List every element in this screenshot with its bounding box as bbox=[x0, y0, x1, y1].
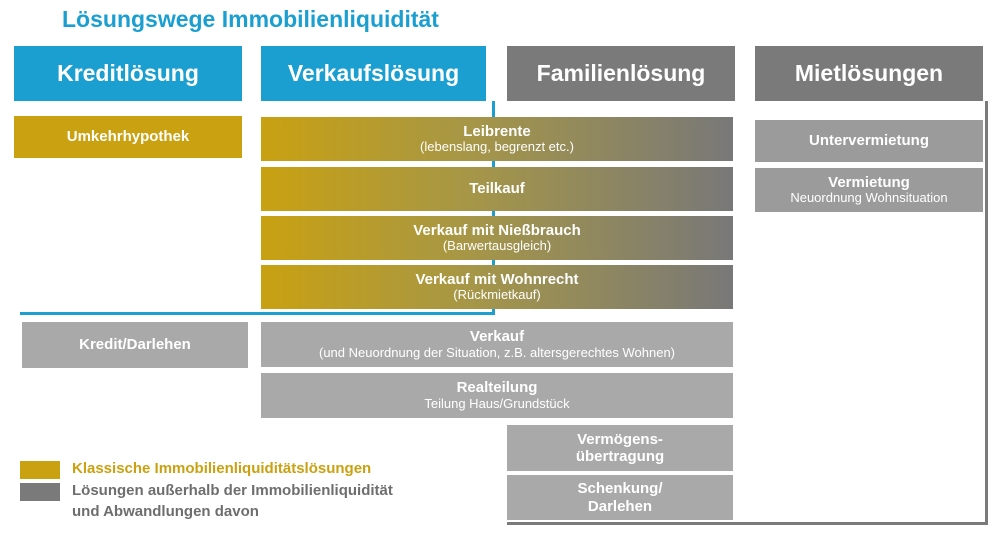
niessbrauch-title: Verkauf mit Nießbrauch bbox=[413, 221, 581, 239]
legend-swatch-classic bbox=[20, 461, 60, 479]
box-verkauf bbox=[261, 322, 733, 367]
leibrente-sub: (lebenslang, begrenzt etc.) bbox=[420, 139, 574, 155]
schenkung-line1: Schenkung/ bbox=[577, 480, 663, 498]
box-untervermietung: Untervermietung bbox=[755, 120, 983, 162]
wohnrecht-sub: (Rückmietkauf) bbox=[453, 287, 541, 303]
box-kredit-darlehen: Kredit/Darlehen bbox=[22, 322, 248, 368]
realteilung-title: Realteilung bbox=[456, 379, 538, 397]
box-verkauf-niessbrauch bbox=[261, 216, 733, 260]
header-verkaufsloesung: Verkaufslösung bbox=[261, 46, 486, 101]
box-umkehrhypothek: Umkehrhypothek bbox=[14, 116, 242, 158]
verkauf-title: Verkauf bbox=[469, 328, 525, 346]
connector-kredit-horizontal bbox=[20, 312, 495, 315]
box-vermoegensuebertragung bbox=[507, 425, 733, 471]
legend-classic-label: Klassische Immobilienliquiditätslösungen bbox=[72, 460, 372, 477]
box-teilkauf bbox=[261, 167, 733, 211]
box-realteilung bbox=[261, 373, 733, 418]
legend-other-label-line1: Lösungen außerhalb der Immobilienliquidität bbox=[72, 482, 393, 499]
vermoegen-line1: Vermögens- bbox=[577, 430, 663, 448]
vermietung-sub: Neuordnung Wohnsituation bbox=[790, 190, 948, 206]
header-kreditloesung: Kreditlösung bbox=[14, 46, 242, 101]
box-leibrente bbox=[261, 117, 733, 161]
realteilung-sub: Teilung Haus/Grundstück bbox=[424, 395, 570, 411]
header-mietloesungen: Mietlösungen bbox=[755, 46, 983, 101]
box-verkauf-wohnrecht bbox=[261, 265, 733, 309]
leibrente-title: Leibrente bbox=[463, 122, 531, 140]
connector-miet-vertical bbox=[985, 101, 988, 525]
box-schenkung-darlehen bbox=[507, 475, 733, 520]
connector-bottom-horizontal bbox=[507, 522, 988, 525]
vermoegen-line2: übertragung bbox=[575, 448, 665, 465]
wohnrecht-title: Verkauf mit Wohnrecht bbox=[415, 270, 579, 288]
schenkung-line2: Darlehen bbox=[587, 497, 653, 515]
niessbrauch-sub: (Barwertausgleich) bbox=[442, 238, 552, 254]
box-vermietung bbox=[755, 168, 983, 212]
legend-swatch-other bbox=[20, 483, 60, 501]
legend-other-label-line2: und Abwandlungen davon bbox=[72, 503, 259, 520]
vermietung-title: Vermietung bbox=[828, 173, 910, 191]
diagram-title: Lösungswege Immobilienliquidität bbox=[62, 6, 439, 32]
verkauf-sub: (und Neuordnung der Situation, z.B. altersgerechtes Wohnen) bbox=[318, 344, 676, 360]
teilkauf-title: Teilkauf bbox=[469, 180, 525, 198]
header-familienloesung: Familienlösung bbox=[507, 46, 735, 101]
